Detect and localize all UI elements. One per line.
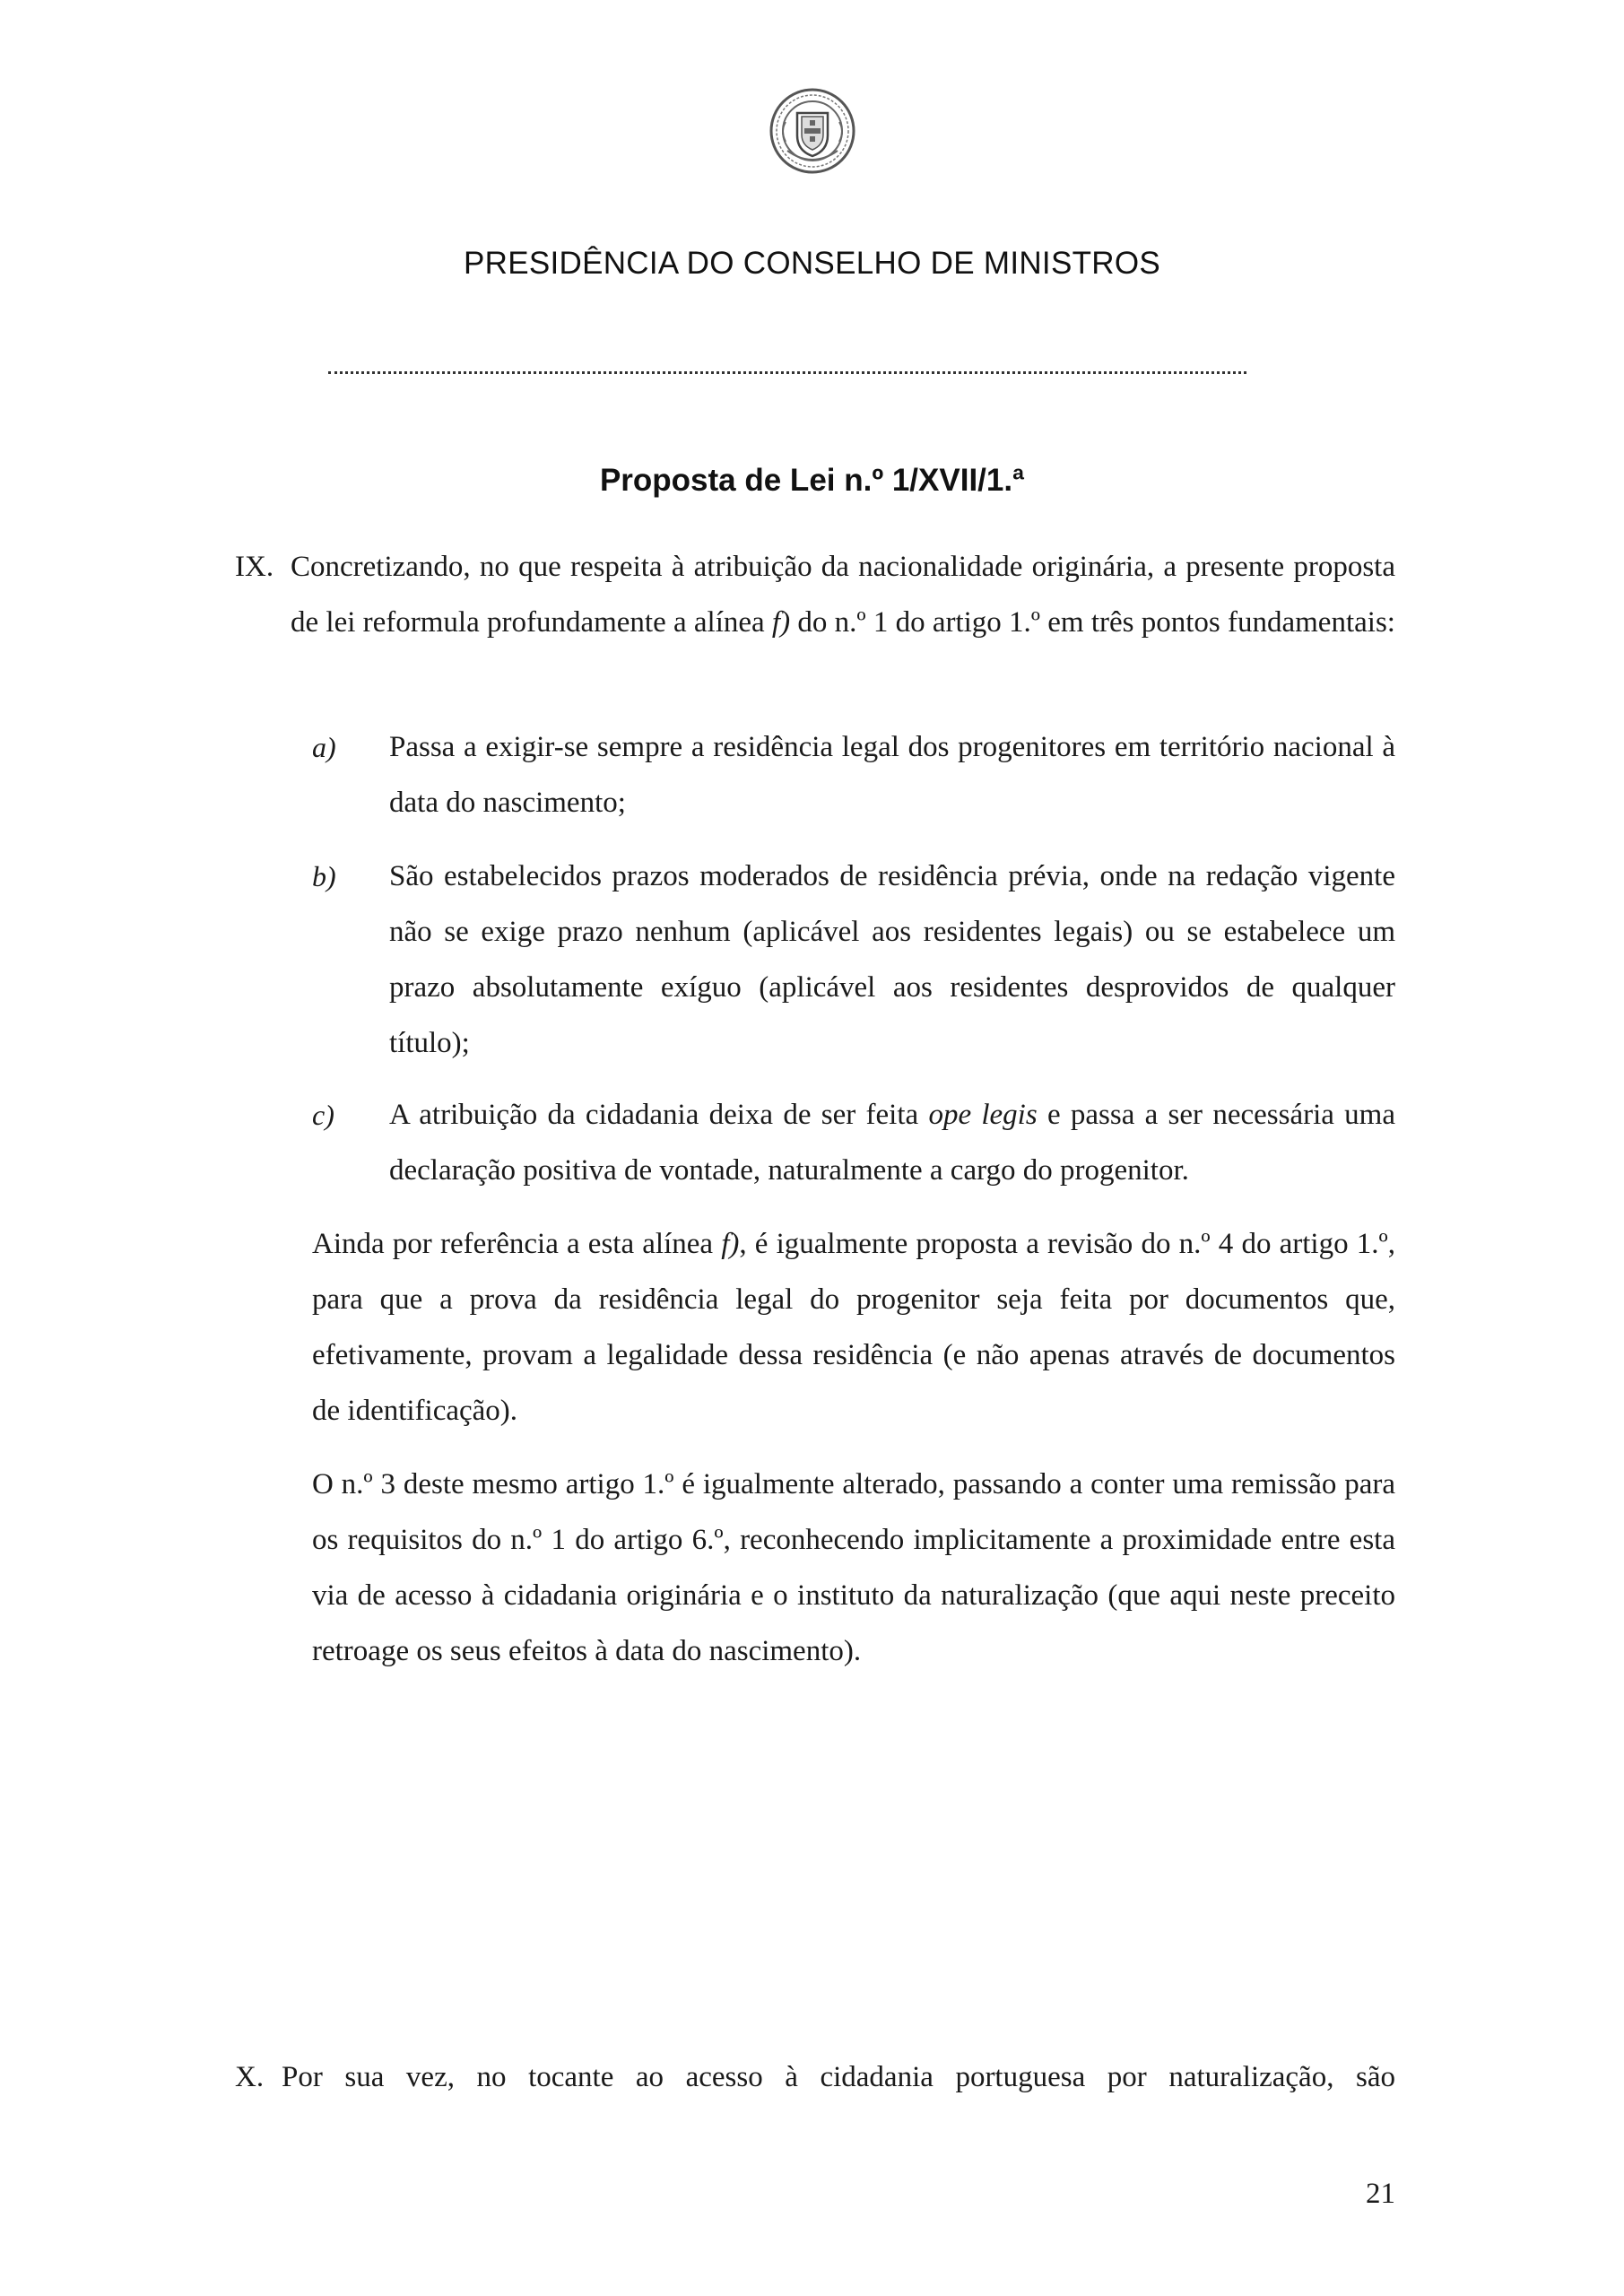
- section-ix-intro-italic: f): [771, 606, 791, 639]
- list-item-label: c): [312, 1099, 334, 1131]
- header-dotted-divider: [328, 371, 1246, 374]
- list-item-text-italic: ope legis: [928, 1099, 1038, 1131]
- list-item-text-start: A atribuição da cidadania deixa de ser feita: [389, 1099, 929, 1131]
- document-title: Proposta de Lei n.º 1/XVII/1.ª: [599, 463, 1025, 498]
- list-item-label: b): [312, 860, 336, 892]
- paragraph-text-start: Ainda por referência a esta alínea: [312, 1228, 722, 1260]
- page-number: 21: [1366, 2178, 1395, 2210]
- section-x-text: Por sua vez, no tocante ao acesso à cidadania portuguesa por naturalização, são: [282, 2061, 1395, 2093]
- section-ix-number: IX.: [235, 551, 274, 583]
- header-title: PRESIDÊNCIA DO CONSELHO DE MINISTROS: [463, 246, 1161, 281]
- section-ix-intro-text: Concretizando, no que respeita à atribuição da nacionalidade originária, a presente proposta de lei reformula profundamente a alínea: [291, 551, 1395, 639]
- coat-of-arms-seal: [768, 86, 857, 176]
- list-item-text: Passa a exigir-se sempre a residência legal dos progenitores em território nacional à data do nascimento;: [389, 731, 1395, 819]
- paragraph-text-italic: f): [721, 1228, 740, 1260]
- paragraph-ainda: [312, 1216, 1395, 1439]
- list-item-text: [389, 1087, 1395, 1198]
- paragraph-n3: O n.º 3 deste mesmo artigo 1.º é igualmente alterado, passando a conter uma remissão para os requisitos do n.º 1 do artigo 6.º, reconhecendo implicitamente a proximidade entre esta via de acesso à cidadania originária e o instituto da naturalização (que aqui neste preceito retroage os seus efeitos à data do nascimento).: [312, 1468, 1395, 1667]
- section-ix-intro: [291, 539, 1395, 650]
- list-item-text: São estabelecidos prazos moderados de residência prévia, onde na redação vigente não se exige prazo nenhum (aplicável aos residentes legais) ou se estabelece um prazo absolutamente exíguo (aplicável aos residentes desprovidos de qualquer título);: [389, 860, 1395, 1059]
- list-item-text-end: e passa a ser necessária uma declaração positiva de vontade, naturalmente a cargo do progenitor.: [389, 1099, 1395, 1187]
- section-ix-intro-text-end: do n.º 1 do artigo 1.º em três pontos fundamentais:: [790, 606, 1395, 639]
- paragraph-text-end: , é igualmente proposta a revisão do n.º 4 do artigo 1.º, para que a prova da residência legal do progenitor seja feita por documentos que, efetivamente, provam a legalidade dessa residência (e não apenas através de documentos de identificação).: [312, 1228, 1395, 1427]
- list-item-label: a): [312, 731, 336, 763]
- section-x-number: X.: [235, 2061, 265, 2093]
